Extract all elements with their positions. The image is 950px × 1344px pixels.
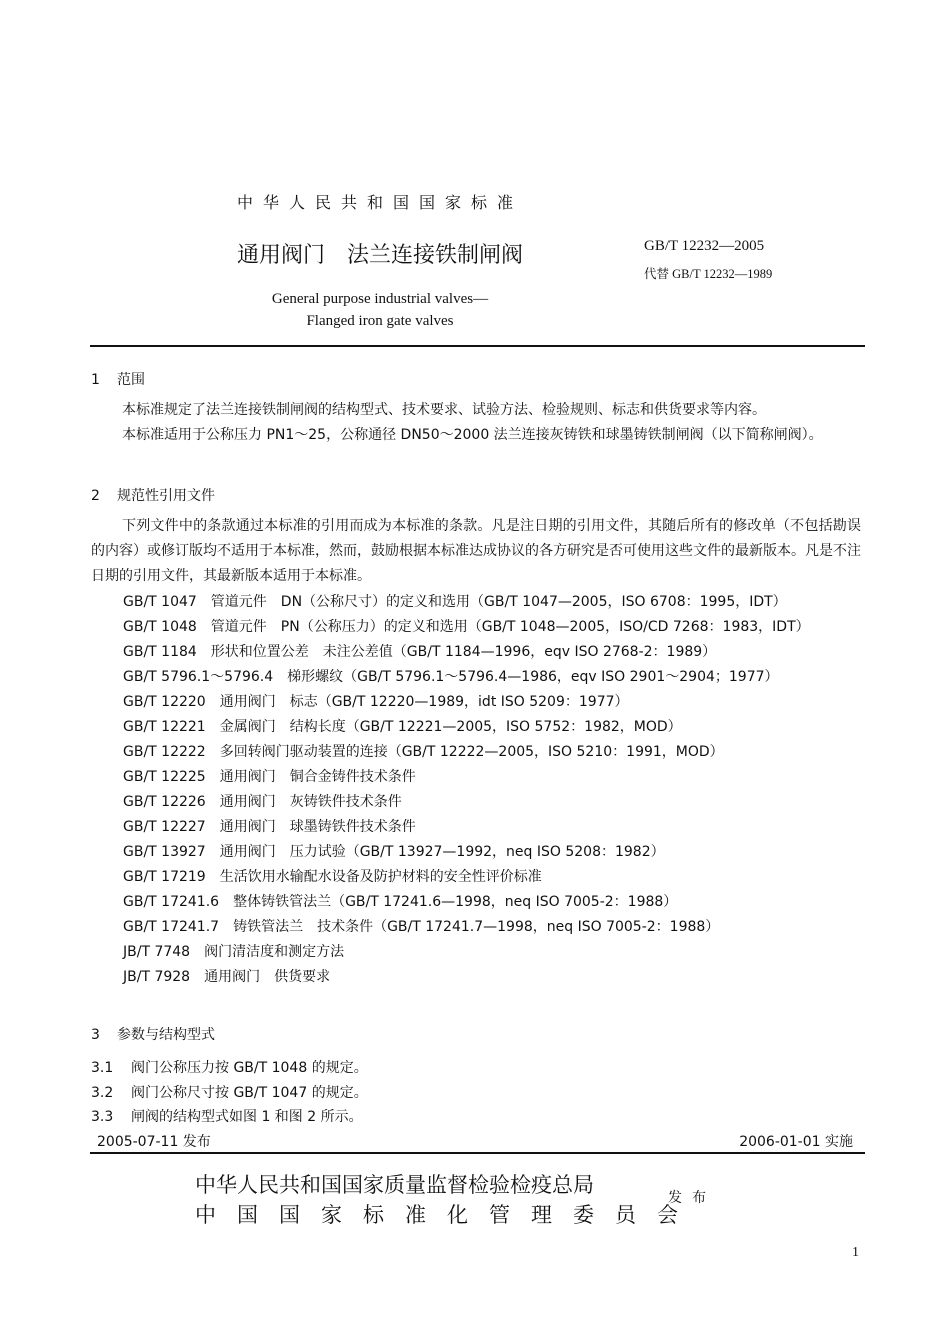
publish-date: 2005-07-11 发布: [97, 1134, 211, 1150]
list-item: GB/T 12226 通用阀门 灰铸铁件技术条件: [123, 794, 402, 810]
list-item: JB/T 7928 通用阀门 供货要求: [123, 969, 331, 985]
references-intro: 下列文件中的条款通过本标准的引用而成为本标准的条款。凡是注日期的引用文件，其随后所有的修改单（不包括勘误的内容）或修订版均不适用于本标准，然而，鼓励根据本标准达成协议的各方研究是否可使用这些文件的最新版本。凡是不注日期的引用文件，其最新版本适用于本标准。: [91, 518, 861, 584]
section-heading-references: [91, 485, 215, 505]
issuer-aqsiq: 中华人民共和国国家质量监督检验检疫总局: [195, 1173, 594, 1197]
issue-label: 发布: [668, 1190, 716, 1206]
scope-paragraph-1: 本标准规定了法兰连接铁制闸阀的结构型式、技术要求、试验方法、检验规则、标志和供货要求等内容。: [122, 402, 766, 418]
clause-number: 3.1: [91, 1060, 114, 1076]
clause-3-1: [91, 1057, 368, 1077]
issuer-sac: 中 国 国 家 标 准 化 管 理 委 员 会: [195, 1203, 678, 1227]
section-title: 范围: [117, 372, 145, 388]
header-divider: [90, 345, 865, 347]
section-number: 3: [91, 1027, 100, 1043]
page-number: 1: [852, 1245, 859, 1260]
replaces-standard: 代替 GB/T 12232—1989: [644, 267, 773, 281]
clause-text: 阀门公称尺寸按 GB/T 1047 的规定。: [131, 1085, 368, 1101]
section-number: 2: [91, 488, 100, 504]
document-title-cn: 通用阀门 法兰连接铁制闸阀: [236, 243, 523, 268]
document-title-en-line2: Flanged iron gate valves: [306, 313, 454, 329]
standard-number: GB/T 12232—2005: [644, 238, 765, 254]
clause-number: 3.2: [91, 1085, 114, 1101]
reference-list: [91, 590, 866, 990]
list-item: GB/T 12227 通用阀门 球墨铸铁件技术条件: [123, 819, 416, 835]
clause-number: 3.3: [91, 1109, 114, 1125]
list-item: GB/T 12220 通用阀门 标志（GB/T 12220—1989，idt ISO 5209：1977）: [123, 694, 629, 710]
clause-text: 阀门公称压力按 GB/T 1048 的规定。: [131, 1060, 368, 1076]
scope-paragraph-2: 本标准适用于公称压力 PN1～25，公称通径 DN50～2000 法兰连接灰铸铁和球墨铸铁制闸阀（以下简称闸阀）。: [122, 427, 823, 443]
list-item: GB/T 17241.7 铸铁管法兰 技术条件（GB/T 17241.7—1998，neq ISO 7005-2：1988）: [123, 919, 720, 935]
list-item: GB/T 17241.6 整体铸铁管法兰（GB/T 17241.6—1998，neq ISO 7005-2：1988）: [123, 894, 678, 910]
clause-3-2: [91, 1082, 368, 1102]
section-title: 参数与结构型式: [117, 1027, 215, 1043]
list-item: GB/T 1048 管道元件 PN（公称压力）的定义和选用（GB/T 1048—2005，ISO/CD 7268：1983，IDT）: [123, 619, 810, 635]
document-title-en-line1: General purpose industrial valves—: [271, 291, 489, 307]
section-heading-parameters: [91, 1024, 215, 1044]
list-item: GB/T 1184 形状和位置公差 未注公差值（GB/T 1184—1996，eqv ISO 2768-2：1989）: [123, 644, 717, 660]
section-number: 1: [91, 372, 100, 388]
list-item: GB/T 5796.1～5796.4 梯形螺纹（GB/T 5796.1～5796.4—1986，eqv ISO 2901～2904；1977）: [123, 669, 779, 685]
list-item: GB/T 12222 多回转阀门驱动装置的连接（GB/T 12222—2005，ISO 5210：1991，MOD）: [123, 744, 724, 760]
national-standard-label: 中华人民共和国国家标准: [236, 193, 523, 212]
list-item: GB/T 1047 管道元件 DN（公称尺寸）的定义和选用（GB/T 1047—2005，ISO 6708：1995，IDT）: [123, 594, 787, 610]
implement-date: 2006-01-01 实施: [739, 1134, 853, 1150]
list-item: JB/T 7748 阀门清洁度和测定方法: [123, 944, 345, 960]
clause-text: 闸阀的结构型式如图 1 和图 2 所示。: [131, 1109, 363, 1125]
list-item: GB/T 12221 金属阀门 结构长度（GB/T 12221—2005，ISO 5752：1982，MOD）: [123, 719, 682, 735]
list-item: GB/T 13927 通用阀门 压力试验（GB/T 13927—1992，neq ISO 5208：1982）: [123, 844, 665, 860]
clause-3-3: [91, 1106, 363, 1126]
list-item: GB/T 17219 生活饮用水输配水设备及防护材料的安全性评价标准: [123, 869, 542, 885]
list-item: GB/T 12225 通用阀门 铜合金铸件技术条件: [123, 769, 416, 785]
section-heading-scope: [91, 369, 145, 389]
section-title: 规范性引用文件: [117, 488, 215, 504]
footer-divider: [90, 1152, 865, 1154]
